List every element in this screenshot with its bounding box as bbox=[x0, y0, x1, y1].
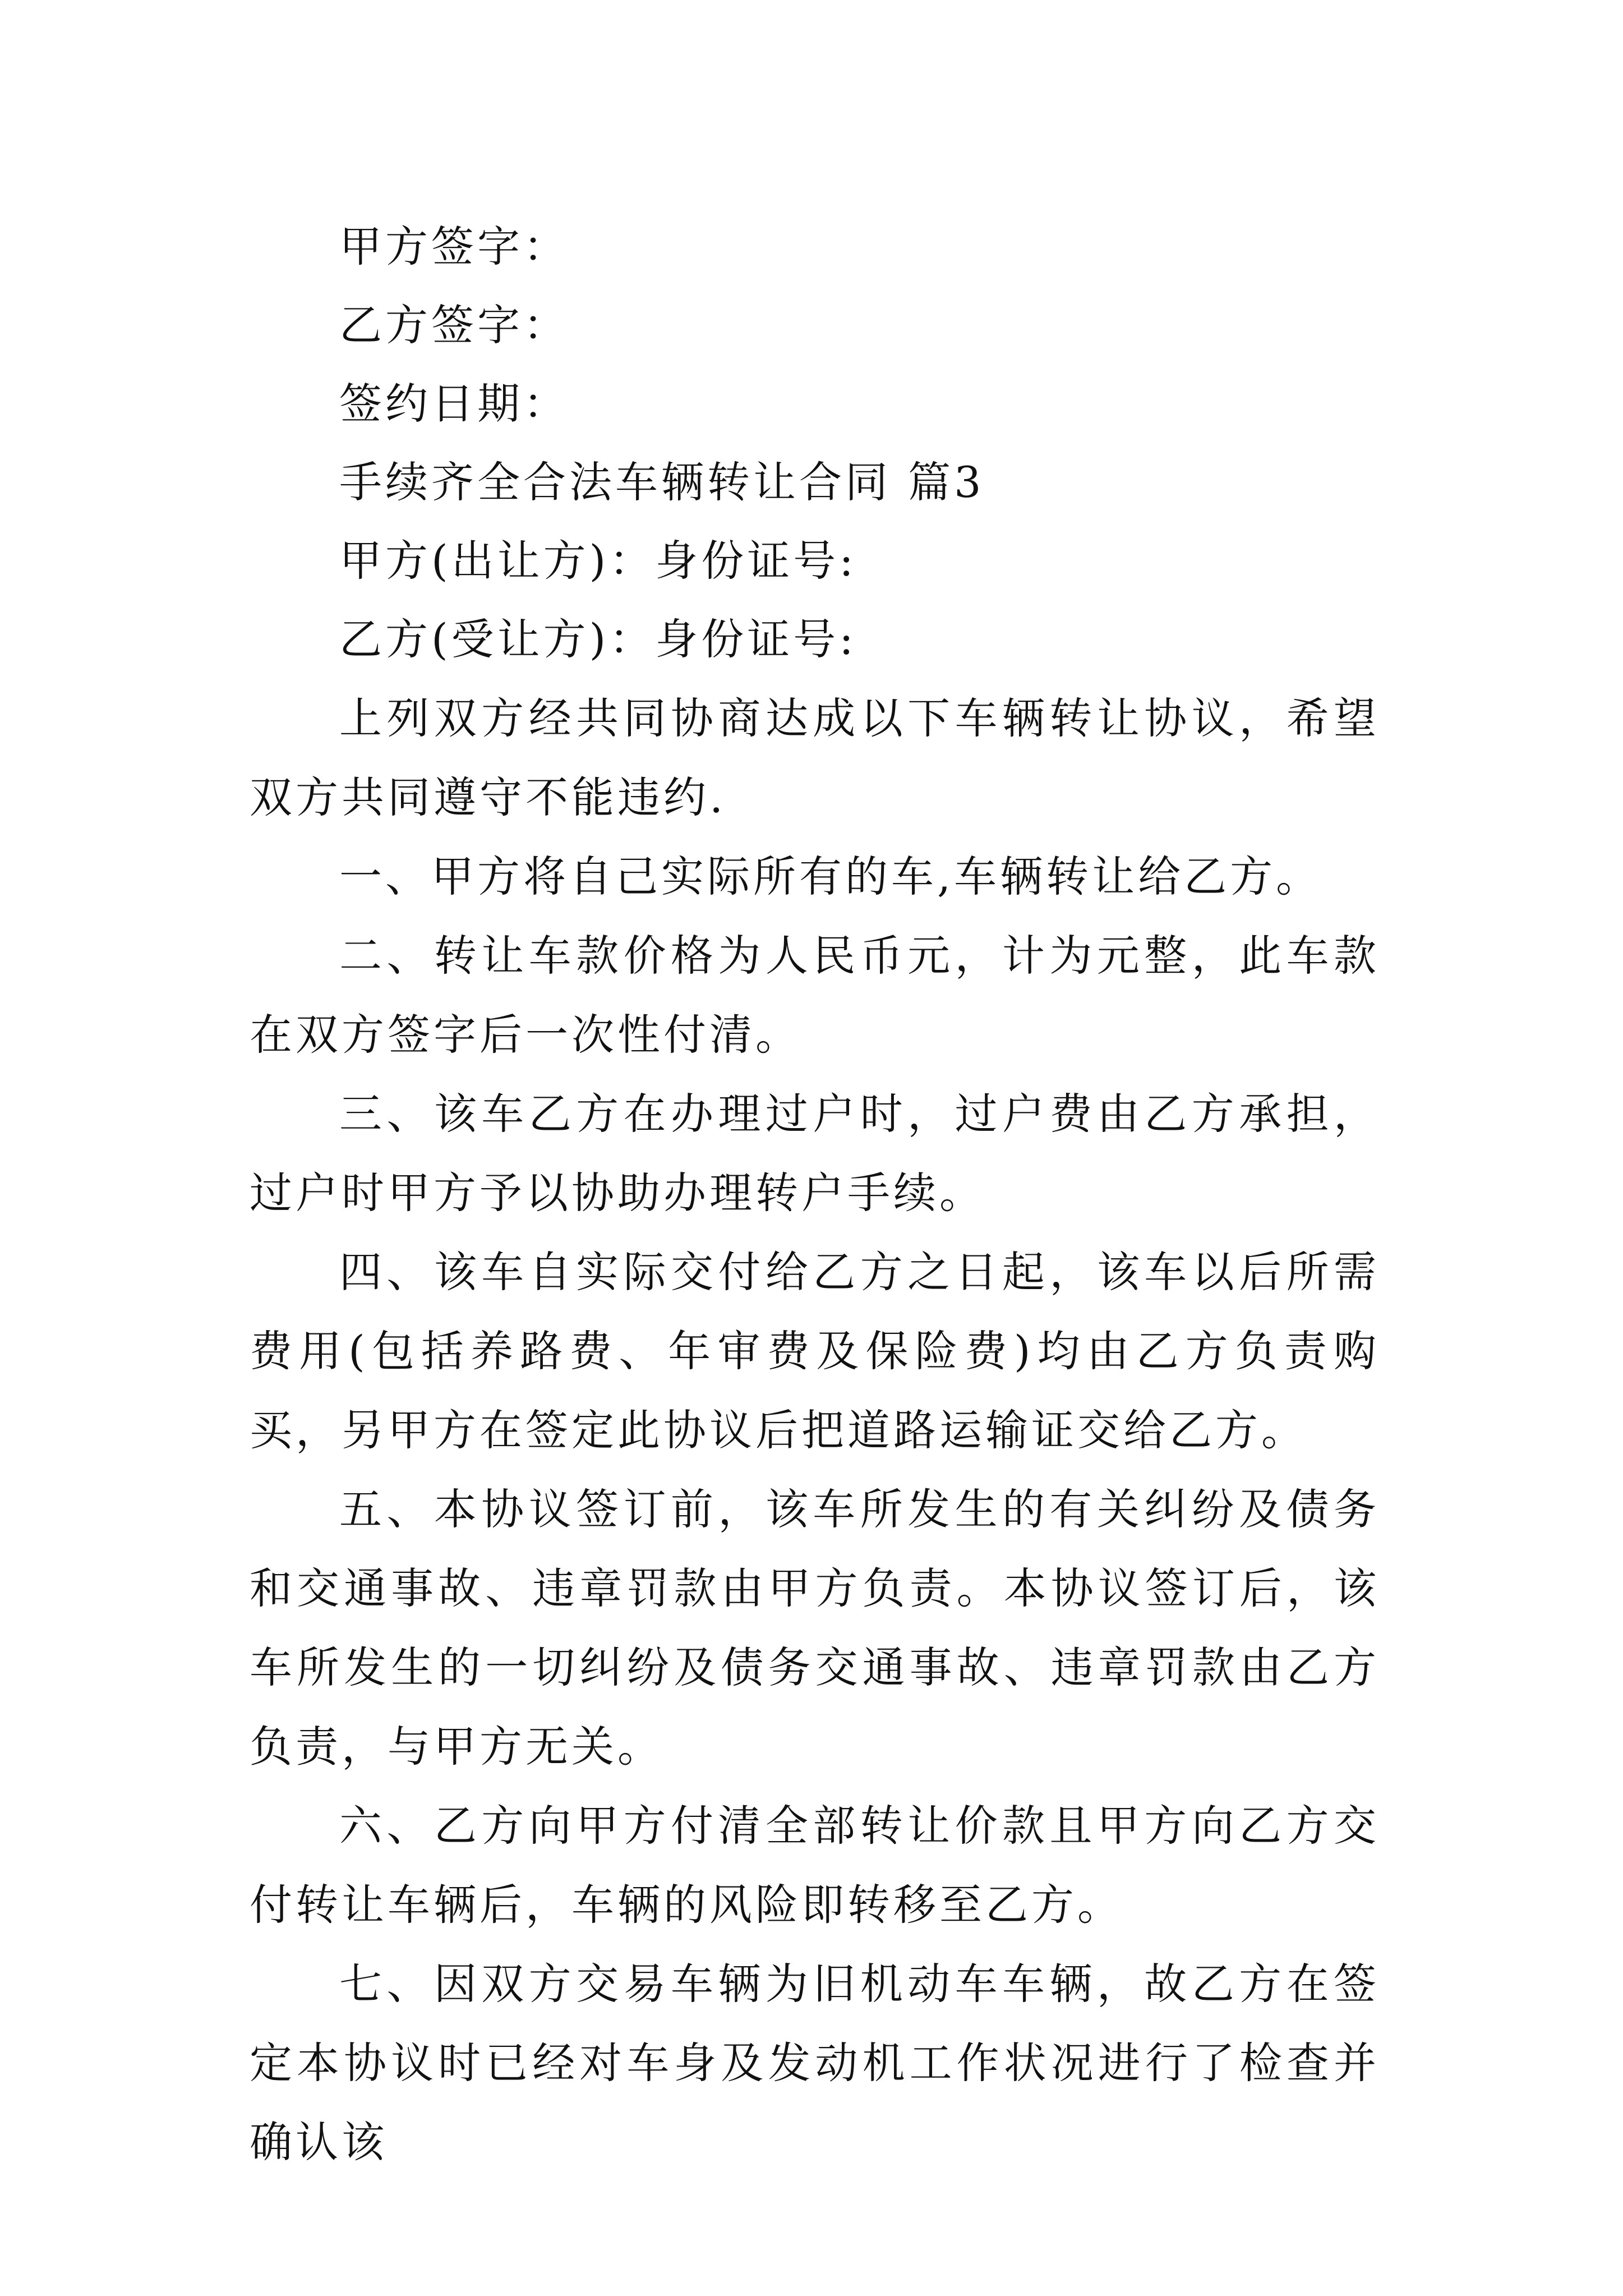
section-title: 手续齐全合法车辆转让合同 篇3 bbox=[339, 457, 985, 507]
clause-4: 四、该车自实际交付给乙方之日起，该车以后所需费用(包括养路费、年审费及保险费)均由乙方负责购买，另甲方在签定此协议后把道路运输证交给乙方。 bbox=[250, 1247, 1380, 1455]
clause-2: 二、转让车款价格为人民币元，计为元整，此车款在双方签字后一次性付清。 bbox=[250, 931, 1380, 1060]
clause-6: 六、乙方向甲方付清全部转让价款且甲方向乙方交付转让车辆后，车辆的风险即转移至乙方。 bbox=[250, 1801, 1380, 1930]
signing-date-line: 签约日期： bbox=[339, 379, 569, 429]
party-b-id-line: 乙方(受让方)：身份证号: bbox=[339, 614, 857, 664]
party-a-id-line: 甲方(出让方)：身份证号: bbox=[339, 536, 857, 586]
clause-3: 三、该车乙方在办理过户时，过户费由乙方承担，过户时甲方予以协助办理转户手续。 bbox=[250, 1089, 1380, 1218]
intro-paragraph: 上列双方经共同协商达成以下车辆转让协议，希望双方共同遵守不能违约. bbox=[250, 693, 1380, 822]
clause-1: 一、甲方将自己实际所有的车,车辆转让给乙方。 bbox=[339, 852, 1322, 901]
party-a-signature-line: 甲方签字： bbox=[339, 222, 569, 272]
party-b-signature-line: 乙方签字： bbox=[339, 300, 569, 350]
document-body bbox=[250, 208, 1380, 2182]
clause-7: 七、因双方交易车辆为旧机动车车辆，故乙方在签定本协议时已经对车身及发动机工作状况进行了检查并确认该 bbox=[250, 1959, 1380, 2167]
clause-5: 五、本协议签订前，该车所发生的有关纠纷及债务和交通事故、违章罚款由甲方负责。本协议签订后，该车所发生的一切纠纷及债务交通事故、违章罚款由乙方负责，与甲方无关。 bbox=[250, 1484, 1380, 1772]
